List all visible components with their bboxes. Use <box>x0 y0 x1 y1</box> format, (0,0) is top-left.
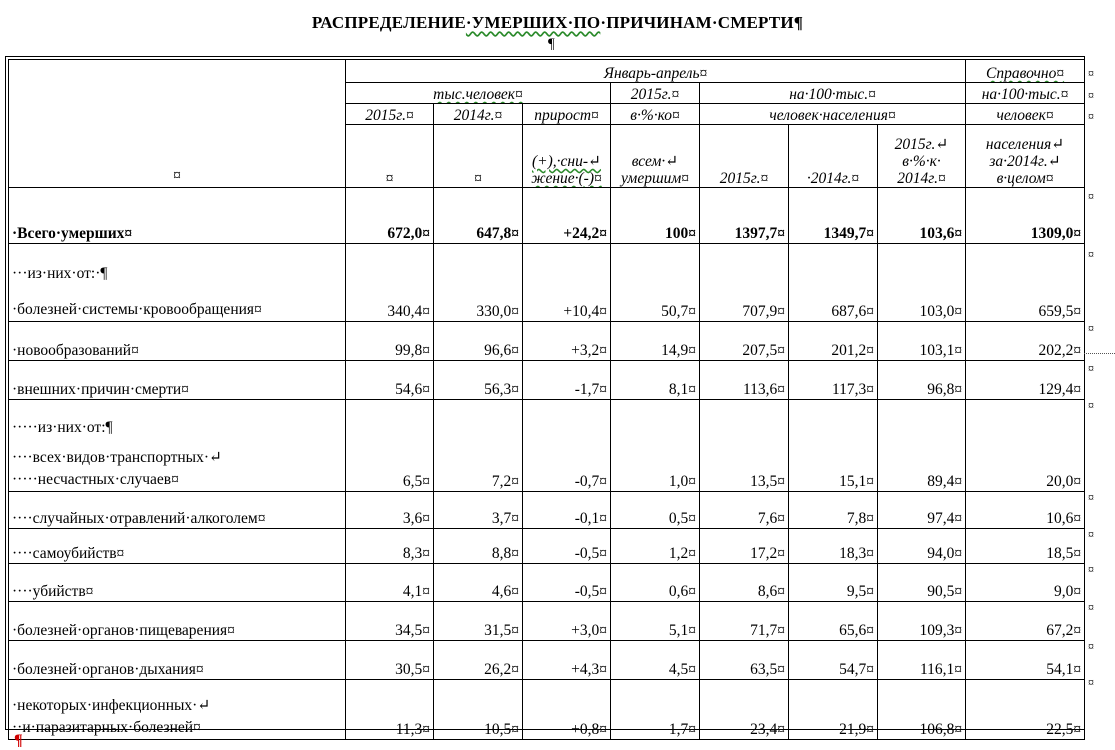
cell: 1309,0¤ <box>966 188 1085 244</box>
cell: 23,4¤ <box>700 680 789 740</box>
cell: 687,6¤ <box>789 244 878 322</box>
header-pct-2: в·%·ко¤ <box>611 104 700 125</box>
cell: 659,5¤ <box>966 244 1085 322</box>
cell: 1,2¤ <box>611 529 700 564</box>
row-label: ·····из·них·от:¶ ····всех·видов·транспортных·↵ ·····несчастных·случаев¤ <box>9 400 346 492</box>
cell: 672,0¤ <box>346 188 434 244</box>
cell: 10,6¤ <box>966 492 1085 529</box>
header-per100: на·100·тыс.¤ <box>700 83 966 104</box>
cell: 1,7¤ <box>611 680 700 740</box>
table-row <box>9 641 1085 680</box>
cell: 129,4¤ <box>966 361 1085 400</box>
cell: 207,5¤ <box>700 322 789 361</box>
cell: +3,2¤ <box>523 322 611 361</box>
cell: 11,3¤ <box>346 680 434 740</box>
cell: 54,7¤ <box>789 641 878 680</box>
cell: 8,3¤ <box>346 529 434 564</box>
cell: 7,8¤ <box>789 492 878 529</box>
cell: 7,6¤ <box>700 492 789 529</box>
cell: 15,1¤ <box>789 400 878 492</box>
end-of-row-mark: ¤ <box>1088 490 1094 504</box>
header-pct-year: 2015г.¤ <box>611 83 700 104</box>
table-row <box>9 602 1085 641</box>
cell: +0,8¤ <box>523 680 611 740</box>
cell: 3,7¤ <box>434 492 523 529</box>
cell: 116,1¤ <box>878 641 966 680</box>
cell: 54,6¤ <box>346 361 434 400</box>
cell: 0,6¤ <box>611 564 700 602</box>
cell: 63,5¤ <box>700 641 789 680</box>
header-p2014: ·2014г.¤ <box>789 125 878 188</box>
cell: 20,0¤ <box>966 400 1085 492</box>
cell: 7,2¤ <box>434 400 523 492</box>
cell: 99,8¤ <box>346 322 434 361</box>
cell: 89,4¤ <box>878 400 966 492</box>
row-label: ·болезней·органов·пищеварения¤ <box>9 602 346 641</box>
header-population: человек·населения¤ <box>700 104 966 125</box>
row-label: ·новообразований¤ <box>9 322 346 361</box>
row-label: ····убийств¤ <box>9 564 346 602</box>
cell: -1,7¤ <box>523 361 611 400</box>
cell: 707,9¤ <box>700 244 789 322</box>
cell: +10,4¤ <box>523 244 611 322</box>
cell: 13,5¤ <box>700 400 789 492</box>
row-label: ····самоубийств¤ <box>9 529 346 564</box>
cell: 8,8¤ <box>434 529 523 564</box>
row-label: ·Всего·умерших¤ <box>9 188 346 244</box>
end-of-row-mark: ¤ <box>1088 562 1094 576</box>
cell: -0,1¤ <box>523 492 611 529</box>
cell: 96,6¤ <box>434 322 523 361</box>
cell: 67,2¤ <box>966 602 1085 641</box>
mortality-table <box>8 59 1085 740</box>
cell: +4,3¤ <box>523 641 611 680</box>
table-row <box>9 244 1085 322</box>
row-label: ·некоторых·инфекционных·↵ ··и·паразитарных·болезней¤ <box>9 680 346 740</box>
cell: 100¤ <box>611 188 700 244</box>
header-y2015-cur: ¤ <box>346 125 434 188</box>
header-thous: тыс.человек¤ <box>346 83 611 104</box>
header-pct-3: всем·↵ умершим¤ <box>611 125 700 188</box>
end-of-row-mark: ¤ <box>1088 600 1094 614</box>
cell: 31,5¤ <box>434 602 523 641</box>
cell: 94,0¤ <box>878 529 966 564</box>
cell: 22,5¤ <box>966 680 1085 740</box>
table-title <box>0 13 1115 33</box>
end-of-row-mark: ¤ <box>1088 247 1094 261</box>
cell: 5,1¤ <box>611 602 700 641</box>
cell: 90,5¤ <box>878 564 966 602</box>
end-of-row-mark: ¤ <box>1088 66 1094 80</box>
cell: 50,7¤ <box>611 244 700 322</box>
cell: 71,7¤ <box>700 602 789 641</box>
cell: -0,5¤ <box>523 564 611 602</box>
table-row <box>9 188 1085 244</box>
header-p2015: 2015г.¤ <box>700 125 789 188</box>
row-label: ···из·них·от:·¶ ·болезней·системы·кровообращения¤ <box>9 244 346 322</box>
end-of-row-mark: ¤ <box>1088 639 1094 653</box>
table-row <box>9 400 1085 492</box>
cell: 330,0¤ <box>434 244 523 322</box>
header-increase-2: (+),·сни-↵ жение·(-)¤ <box>523 125 611 188</box>
cell: 1397,7¤ <box>700 188 789 244</box>
table-row <box>9 492 1085 529</box>
row-label: ····случайных·отравлений·алкоголем¤ <box>9 492 346 529</box>
cell: 103,6¤ <box>878 188 966 244</box>
row-label: ·внешних·причин·смерти¤ <box>9 361 346 400</box>
cell: 8,1¤ <box>611 361 700 400</box>
cell: 18,5¤ <box>966 529 1085 564</box>
table-row <box>9 680 1085 740</box>
cell: 647,8¤ <box>434 188 523 244</box>
end-of-row-mark: ¤ <box>1088 398 1094 412</box>
end-of-row-mark: ¤ <box>1088 527 1094 541</box>
cell: 109,3¤ <box>878 602 966 641</box>
end-of-row-mark: ¤ <box>1088 321 1094 335</box>
table-row <box>9 361 1085 400</box>
section-break-line <box>1084 353 1115 354</box>
cell: 56,3¤ <box>434 361 523 400</box>
cell: +24,2¤ <box>523 188 611 244</box>
header-ref-4: населения↵ за·2014г.↵ в·целом¤ <box>966 125 1085 188</box>
cell: 6,5¤ <box>346 400 434 492</box>
header-ref-2: на·100·тыс.¤ <box>966 83 1085 104</box>
cell: 103,0¤ <box>878 244 966 322</box>
cell: 54,1¤ <box>966 641 1085 680</box>
title-part-2: ·УМЕРШИХ·ПО <box>465 13 601 32</box>
header-ref-3: человек¤ <box>966 104 1085 125</box>
table-row <box>9 564 1085 602</box>
header-period: Январь-апрель¤ <box>346 60 966 83</box>
cell: 8,6¤ <box>700 564 789 602</box>
cell: 1,0¤ <box>611 400 700 492</box>
cell: 26,2¤ <box>434 641 523 680</box>
cell: 9,0¤ <box>966 564 1085 602</box>
header-y2014: 2014г.¤ <box>434 104 523 125</box>
cell: 201,2¤ <box>789 322 878 361</box>
cell: 4,5¤ <box>611 641 700 680</box>
cell: 97,4¤ <box>878 492 966 529</box>
table-row <box>9 322 1085 361</box>
title-part-1: РАСПРЕДЕЛЕНИЕ <box>311 13 466 32</box>
cell: 0,5¤ <box>611 492 700 529</box>
cell: 34,5¤ <box>346 602 434 641</box>
end-of-row-mark: ¤ <box>1088 675 1094 689</box>
end-of-row-mark: ¤ <box>1088 189 1094 203</box>
cell: 18,3¤ <box>789 529 878 564</box>
cell: 4,6¤ <box>434 564 523 602</box>
cell: 96,8¤ <box>878 361 966 400</box>
cell: 340,4¤ <box>346 244 434 322</box>
header-y2015: 2015г.¤ <box>346 104 434 125</box>
header-increase-1: прирост¤ <box>523 104 611 125</box>
header-y2014-cur: ¤ <box>434 125 523 188</box>
cell: +3,0¤ <box>523 602 611 641</box>
cell: 1349,7¤ <box>789 188 878 244</box>
cell: 10,5¤ <box>434 680 523 740</box>
cell: 3,6¤ <box>346 492 434 529</box>
end-of-row-mark: ¤ <box>1088 88 1094 102</box>
cell: -0,5¤ <box>523 529 611 564</box>
row-label: ·болезней·органов·дыхания¤ <box>9 641 346 680</box>
header-corner-cell: ¤ <box>9 60 346 188</box>
end-of-row-mark: ¤ <box>1088 361 1094 375</box>
cell: 117,3¤ <box>789 361 878 400</box>
cell: 21,9¤ <box>789 680 878 740</box>
table-row <box>9 529 1085 564</box>
cell: 9,5¤ <box>789 564 878 602</box>
paragraph-mark-red: ¶ <box>14 732 23 749</box>
paragraph-mark: ¶ <box>548 36 555 52</box>
cell: 65,6¤ <box>789 602 878 641</box>
cell: 113,6¤ <box>700 361 789 400</box>
cell: 202,2¤ <box>966 322 1085 361</box>
header-ratio: 2015г.↵ в·%·к· 2014г.¤ <box>878 125 966 188</box>
title-part-3: ·ПРИЧИНАМ·СМЕРТИ¶ <box>600 13 804 32</box>
cell: 30,5¤ <box>346 641 434 680</box>
cell: 4,1¤ <box>346 564 434 602</box>
cell: 106,8¤ <box>878 680 966 740</box>
cell: -0,7¤ <box>523 400 611 492</box>
cell: 17,2¤ <box>700 529 789 564</box>
cell: 103,1¤ <box>878 322 966 361</box>
end-of-row-mark: ¤ <box>1088 109 1094 123</box>
cell: 14,9¤ <box>611 322 700 361</box>
header-ref-1: Справочно¤ <box>966 60 1085 83</box>
